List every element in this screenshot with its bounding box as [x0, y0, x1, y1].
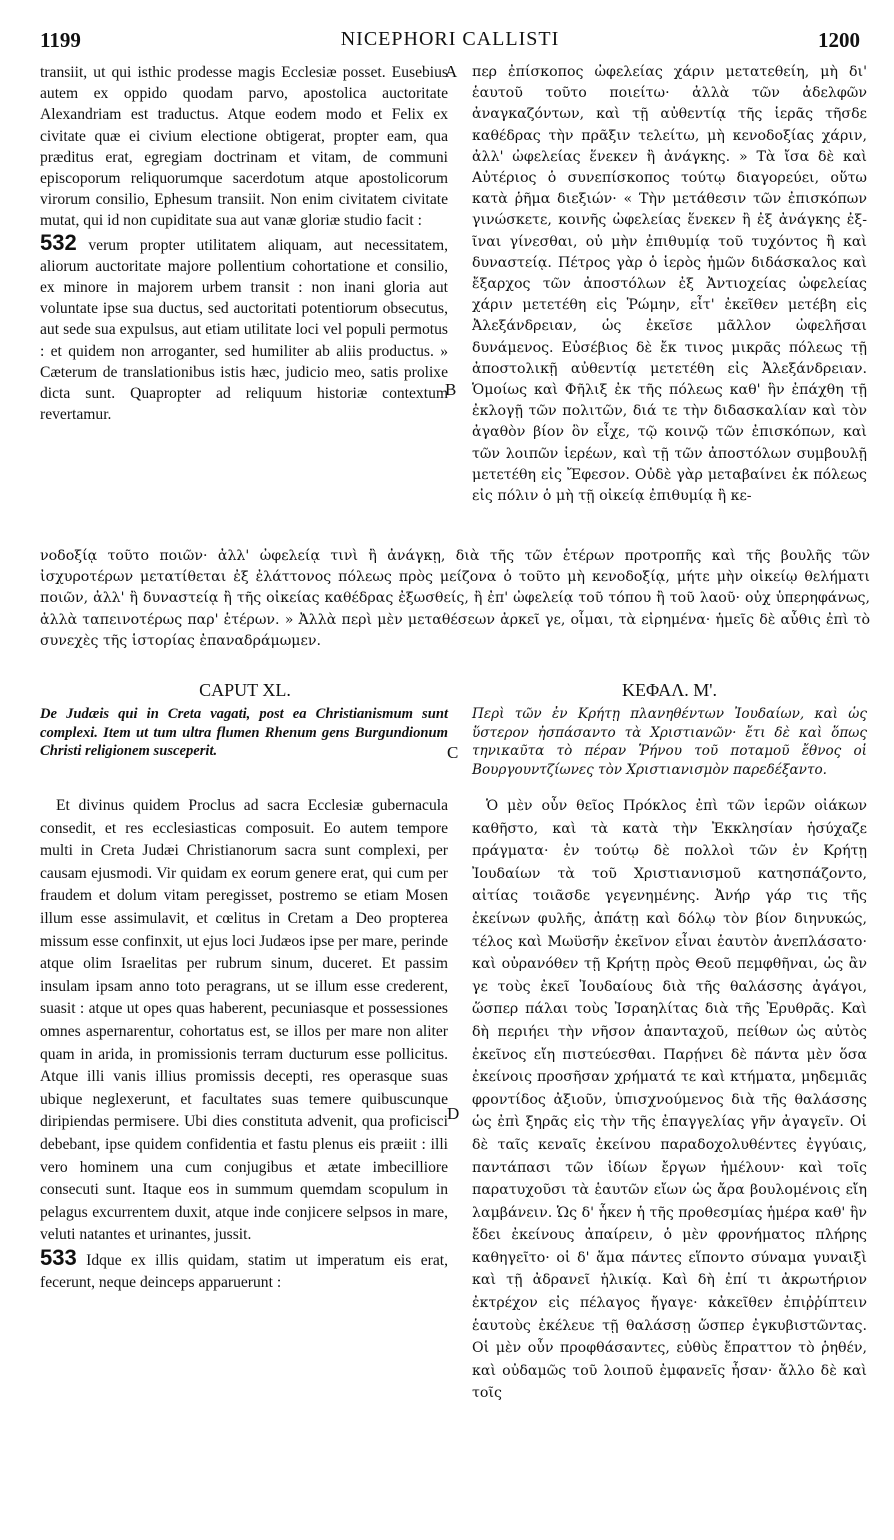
greek-fullwidth-paragraph: νοδοξίᾳ τοῦτο ποιῶν· ἀλλ' ὠφελείᾳ τινὶ ἢ ἀνάγκῃ, διὰ τῆς τῶν ἑτέρων προτροπῆς καὶ τῆς βουλῆς τῶν ἰσχυροτέρων μετατίθεται ἐξ ἐλάττονος πόλεως πρὸς μείζονα ὁ τοῦτο μὴ κενοδοξίᾳ, μήτε μὴν οἰκείῳ θελήματι ποιῶν, ἀλλ' ἢ δυναστείᾳ ἢ τῆς οἰκείας καθέδρας ἐξωσθείς, ἢ ἐπ' ὠφελείᾳ τοῦ τόπου ἢ τοῦ λαοῦ· οὐχ ὑπερηφάνως, ἀλλὰ ταπεινοτέρως παρ' ἑτέρων. » Ἀλλὰ περὶ μὲν μεταθέσεων ἀρκεῖ γε, οἶμαι, τὰ εἰρημένα· ἡμεῖς δὲ αὖθις ἐπὶ τὸ συνεχὲς τῆς ἱστορίας ἐπαναδράμωμεν. — [40, 548, 870, 649]
section-marker-a: A — [445, 62, 458, 81]
section-marker-b: B — [445, 380, 457, 399]
column-number-532: 532 — [40, 229, 77, 255]
latin-paragraph-top-2-text: verum propter utilitatem aliquam, aut necessitatem, aliorum auctoritate majore pollentium cohortatione et consilio, ex minore in majorem urbem transit : non inani gloria aut voluntate ipse sua ductus, sed auctoritati potentiorum obsecutus, aut sede sua expulsus, aut etiam utilitate loci vel populi permotus : et quidem non arroganter, sed humiliter ab aliis productus. » Cæterum de translationibus istis hæc, judicio meo, satis prolixe dicta sunt. Quapropter ad reliquum historiæ contextum revertamur. — [40, 236, 448, 424]
chapter-summary-latin: De Judæis qui in Creta vagati, post ea Christianismum sunt complexi. Item ut tum ultra flumen Rhenum gens Burgundionum Christi religionem susceperit. — [40, 706, 448, 759]
column-number-533: 533 — [40, 1244, 77, 1270]
section-marker-d: D — [447, 1104, 460, 1123]
latin-paragraph-top-2 — [40, 229, 448, 426]
page-number-left: 1199 — [40, 28, 81, 52]
latin-column-body — [40, 795, 448, 1295]
latin-body-paragraph-end — [40, 1244, 448, 1295]
latin-body-paragraph: Et divinus quidem Proclus ad sacra Ecclesiæ gubernacula consedit, et res ecclesiasticas composuit. Eo autem tempore multi in Creta Judæi Christianorum sacra sunt complexi, per causam ejusmodi. Vir quidam ex eorum genere erat, qui cum per fraudem et dolum vitam peregisset, postremo se etiam Mosen illum esse assimulavit, et cœlitus in Cretam a Deo propterea missum esse confinxit, ut ejus loci Judæos ipse per mare, perinde atque olim Israelitas per rubrum sinum, duceret. Et passim insulam ipsam anno toto peragrans, ut se illum esse crederent, suasit : atque ut opes quas haberent, pecuniasque et possessiones omnes aspernarentur, cohortatus est, se illos per mare non aliter quam in arida, in promissionis terram ducturum esse pollicitus. Atque illi vanis illius promissis decepti, res operasque suas ubique neglexerunt, et facultates suas temere quibuscunque diripiendas permisere. Ubi dies constituta advenit, qua proficisci debebant, ipse quidem confidentia et fastu plenus eis præiit : illi vero hominem una cum conjugibus et ætate imbecilliore consecuti sunt. Itaque eos in summum quemdam scopulum in pelagus excurrentem duxit, atque inde conjicere selpsos in mare, veluti natantes et urinantes, jussit. — [40, 797, 448, 1244]
running-title: NICEPHORI CALLISTI — [340, 28, 560, 50]
chapter-heading-latin: CAPUT XL. — [199, 680, 291, 700]
greek-body-paragraph: Ὁ μὲν οὖν θεῖος Πρόκλος ἐπὶ τῶν ἱερῶν οἰάκων καθῆστο, καὶ τὰ κατὰ τὴν Ἐκκλησίαν ἡσύχαζε πράγματα· ἐν τούτῳ δὲ πολλοὶ τῶν ἐν Κρήτῃ Ἰουδαίων τὰ τοῦ Χριστιανισμοῦ κατησπάζοντο, αἰτίας τοιᾶσδε γεγενημένης. Ἀνήρ γάρ τις τῆς ἐκείνων φυλῆς, ἀπάτῃ καὶ δόλῳ τὸν βίον διηνυκώς, τέλος καὶ Μωϋσῆν ἐκεῖνον εἶναι ἑαυτὸν ἀνεπλάσατο· καὶ οὐρανόθεν τῇ Κρήτῃ πρὸς Θεοῦ πεμφθῆναι, ὡς ἂν γε τοὺς ἐκεῖ Ἰουδαίους διὰ τῆς θαλάσσης ἀγάγοι, ὥσπερ πάλαι τοὺς Ἰσραηλίτας διὰ τῆς Ἐρυθρᾶς. Καὶ δὴ περιήει τὴν νῆσον ἁπανταχοῦ, πείθων ὡς αὐτὸς ἐκεῖνος εἴη πιστεύεσθαι. Παρῄνει δὲ πάντα μὲν ὅσα ἐκείνοις προσῆσαν χρήματά τε καὶ κτήματα, μηδεμιᾶς φροντίδος ἀξιοῦν, ὑπισχνούμενος διὰ τῆς θαλάσσης ὡς ἐπὶ ξηρᾶς εἰς τὴν τῆς ἐπαγγελίας γῆν ἀγαγεῖν. Οἱ δὲ ταῖς κεναῖς ἐκείνου παραδοχολυθέντες ἐγγύαις, παντάπασι τῶν ἰδίων ἔργων ἠμέλουν· καὶ τοῖς παρατυχοῦσι τὰ ἑαυτῶν εἴων ὡς ἄρα βουλομένοις εἴη λαμβάνειν. Ὡς δ' ἧκεν ἡ τῆς προθεσμίας ἡμέρα καθ' ἣν ἔδει ἐκείνους ἀπαίρειν, ὁ μὲν φρονήματος πλήρης καθηγεῖτο· οἱ δ' ἅμα πάντες εἵποντο σύναμα γυναιξὶ καὶ τῇ ἀδρανεῖ ἡλικίᾳ. Καὶ δὴ ἐπί τι ἀκρωτήριον ἐκτρέχον εἰς πέλαγος ἤγαγε· κἀκεῖθεν ἐπιῤῥίπτειν ἑαυτοὺς ἐκέλευε τῇ θαλάσσῃ ὥσπερ ἐγκυβιστῶντας. Οἱ μὲν οὖν προφθάσαντες, εὐθὺς ἔπραττον τὸ ῥηθέν, καὶ οὐδαμῶς τοῦ λοιποῦ ἐμφανεῖς ἦσαν· ἄλλο δὲ καὶ τοῖς — [472, 798, 867, 1402]
page-header — [40, 28, 860, 58]
latin-column-top — [40, 62, 448, 425]
chapter-summary-greek: Περὶ τῶν ἐν Κρήτῃ πλανηθέντων Ἰουδαίων, καὶ ὡς ὕστερον ἠσπάσαντο τὰ Χριστιανῶν· ἔτι δὲ καὶ ὅπως τηνικαῦτα τὸ πέραν Ῥήνου τοῦ ποταμοῦ ἔθνος οἱ Βουργουντζίωνες τὸν Χριστιανισμὸν παρεδέξαντο. — [472, 706, 867, 778]
section-marker-c: C — [447, 743, 459, 762]
greek-column-top — [472, 62, 867, 507]
greek-paragraph-top: περ ἐπίσκοπος ὠφελείας χάριν μετατεθείη, μὴ δι' ἑαυτοῦ τοῦτο ποιείτω· ἀλλὰ τῶν ἀδελφῶν ἀναγκαζόντων, καὶ τῇ αὐθεντίᾳ τῆς ἱερᾶς τῆσδε καθέδρας τὴν πρᾶξιν τελείτω, μὴ κενοδοξίας χάριν, ἀλλ' ὠφελείας ἕνεκεν ἢ ἀνάγκης. » Τὰ ἴσα δὲ καὶ Αὐτέριος ὁ συνεπίσκοπος τούτῳ διαγορεύει, οὕτω κατὰ ῥῆμα διεξιών· « Τὴν μετάθεσιν τῶν ἐπισκόπων γινώσκετε, κοινῆς ὠφελείας ἕνεκεν ἢ ἐξ ἀνάγκης ἐξ-ῖναι γίνεσθαι, οὐ μὴν ἐπιθυμίᾳ τοῦ τυχόντος ἢ καὶ δυναστείᾳ. Πέτρος γὰρ ὁ ἱερὸς ἡμῶν διδάσκαλος καὶ ἔξαρχος τῶν ἀποστόλων ἐξ Ἀντιοχείας ὠφελείας χάριν μετετέθη εἰς Ῥώμην, εἶτ' ἐκεῖθεν μετέβη εἰς Ἀλεξάνδρειαν, ὡς ἐκεῖσε μᾶλλον ὠφελῆσαι δυνάμενος. Εὐσέβιος δὲ ἔκ τινος μικρᾶς πόλεως τῇ ἀποστολικῇ αὐθεντίᾳ μετετέθη εἰς Ἀλεξάνδρειαν. Ὁμοίως καὶ Φῆλιξ ἐκ τῆς πόλεως καθ' ἣν ἐπάχθη τῇ ἐκλογῇ τῶν πολιτῶν, διά τε τὴν διδασκαλίαν καὶ τὸν ἀγαθὸν βίον ὃν εἶχε, τῷ κοινῷ τῶν ἐπισκόπων, καὶ τῶν λοιπῶν ἱερέων, καὶ τῇ τῶν ἀποστόλων συμβουλῇ μετετέθη εἰς Ἔφεσον. Οὐδὲ γὰρ μεταβαίνει ἐκ πόλεως εἰς πόλιν ὁ μὴ τῇ οἰκείᾳ ἐπιθυμίᾳ ἢ κε- — [472, 64, 867, 505]
chapter-heading-greek: ΚΕΦΑΛ. Μ'. — [621, 680, 718, 700]
page-number-right: 1200 — [818, 28, 860, 52]
greek-column-body — [472, 795, 867, 1405]
latin-body-end-text: Idque ex illis quidam, statim ut imperatum eis erat, fecerunt, neque deinceps apparuerunt : — [40, 1251, 448, 1292]
latin-paragraph-top-1: transiit, ut qui isthic prodesse magis Ecclesiæ posset. Eusebius autem ex oppido quodam parvo, apostolica auctoritate Alexandriam est traductus. Atque eodem modo et Felix ex civitate quæ ei civium electione obtigerat, propter eam, qua præditus erat, egregiam doctrinam et vitam, de communi episcoporum reliquorumque sacerdotum atque apostolicorum virorum consilio, Ephesum transiit. Non enim civitatem civitate mutat, qui id non cupiditate sua aut vanæ gloriæ studio facit : — [40, 64, 448, 230]
